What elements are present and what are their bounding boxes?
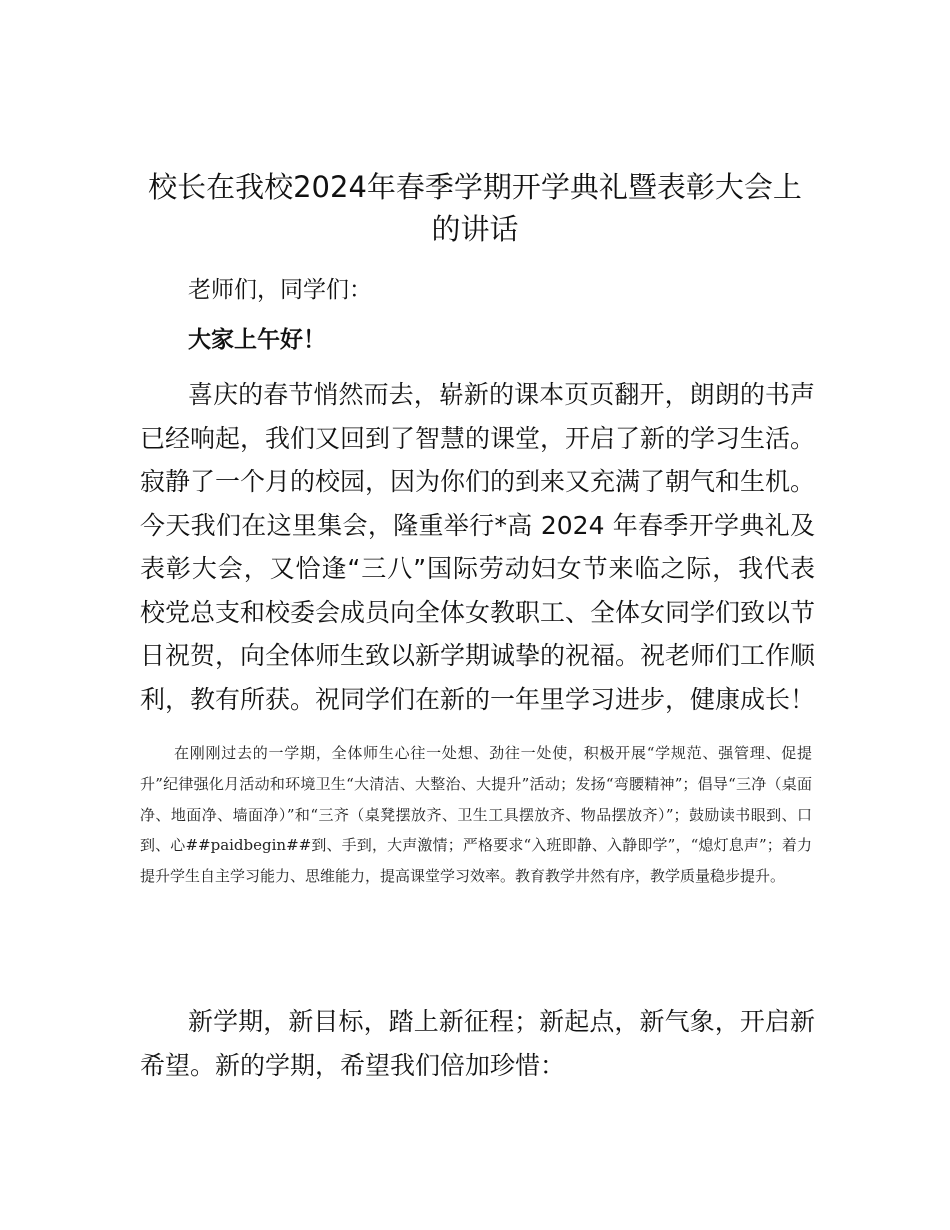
paragraph-review: 在刚刚过去的一学期，全体师生心往一处想、劲往一处使，积极开展“学规范、强管理、促提升”纪律强化月活动和环境卫生“大清洁、大整治、大提升”活动；发扬“弯腰精神”；倡导“三净（桌面净、地面净、墙面净）”和“三齐（桌凳摆放齐、卫生工具摆放齐、物品摆放齐）”；鼓励读书眼到、口到、心##paidbegin##到、手到，大声激情；严格要求“入班即静、入静即学”，“熄灯息声”；着力提升学生自主学习能力、思维能力，提高课堂学习效率。教育教学井然有序，教学质量稳步提升。 [140,744,812,886]
document-title: 校长在我校2024年春季学期开学典礼暨表彰大会上的讲话 [148,170,802,246]
greeting: 大家上午好！ [188,327,326,353]
salutation: 老师们，同学们： [188,277,372,303]
paragraph-opening: 喜庆的春节悄然而去，崭新的课本页页翻开，朗朗的书声已经响起，我们又回到了智慧的课堂，开启了新的学习生活。寂静了一个月的校园，因为你们的到来又充满了朝气和生机。今天我们在这里集会，隆重举行*高 2024 年春季开学典礼及表彰大会，又恰逢“三八”国际劳动妇女节来临之际，我代表校党总支和校委会成员向全体女教职工、全体女同学们致以节日祝贺，向全体师生致以新学期诚挚的祝福。祝老师们工作顺利，教有所获。祝同学们在新的一年里学习进步，健康成长！ [140,380,816,714]
paragraph-new-term: 新学期，新目标，踏上新征程；新起点，新气象，开启新希望。新的学期，希望我们倍加珍惜： [140,1007,815,1080]
